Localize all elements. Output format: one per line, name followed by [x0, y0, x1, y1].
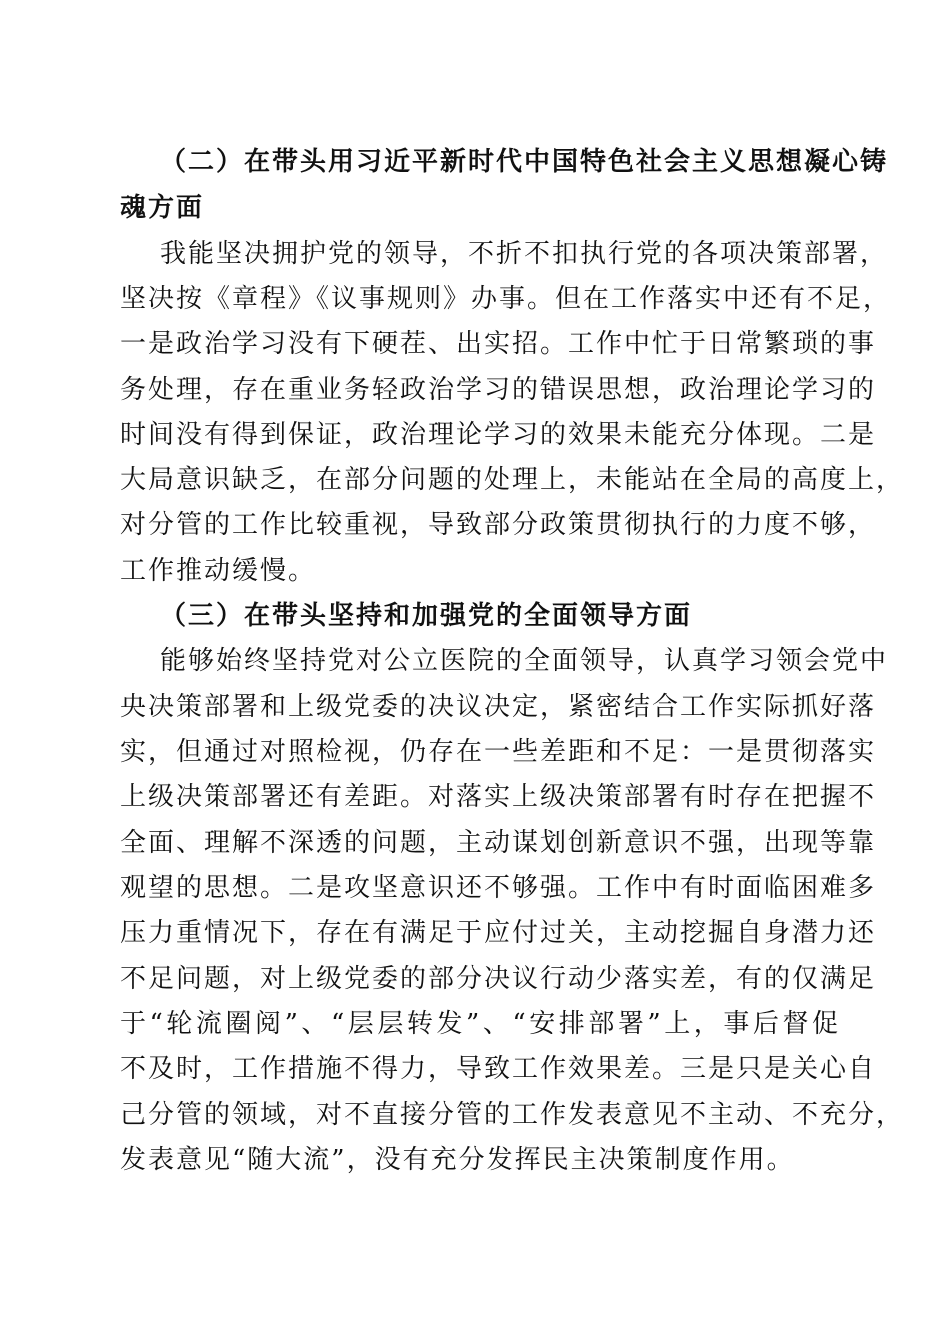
paragraph-line: 不及时，工作措施不得力，导致工作效果差。三是只是关心自: [120, 1054, 877, 1084]
paragraph-line: 工作推动缓慢。: [120, 556, 317, 586]
paragraph-line: 对分管的工作比较重视，导致部分政策贯彻执行的力度不够，: [120, 510, 877, 540]
paragraph-line: 实，但通过对照检视，仍存在一些差距和不足：一是贯彻落实: [120, 737, 877, 767]
paragraph-line: 坚决按《章程》《议事规则》办事。但在工作落实中还有不足，: [120, 284, 892, 314]
section-heading-2-line-2: 魂方面: [120, 193, 205, 223]
paragraph-line: 全面、理解不深透的问题，主动谋划创新意识不强，出现等靠: [120, 828, 877, 858]
paragraph-line: 己分管的领域，对不直接分管的工作发表意见不主动、不充分，: [120, 1100, 905, 1130]
paragraph-line: 不足问题，对上级党委的部分决议行动少落实差，有的仅满足: [120, 964, 877, 994]
paragraph-line: 务处理，存在重业务轻政治学习的错误思想，政治理论学习的: [120, 375, 877, 405]
section-heading-3: （三）在带头坚持和加强党的全面领导方面: [160, 601, 693, 631]
paragraph-line: 时间没有得到保证，政治理论学习的效果未能充分体现。二是: [120, 420, 877, 450]
paragraph-line: 能够始终坚持党对公立医院的全面领导，认真学习领会党中: [160, 646, 889, 676]
paragraph-line: 上级决策部署还有差距。对落实上级决策部署有时存在把握不: [120, 782, 877, 812]
paragraph-line: 我能坚决拥护党的领导，不折不扣执行党的各项决策部署，: [160, 239, 889, 269]
paragraph-line: 观望的思想。二是攻坚意识还不够强。工作中有时面临困难多: [120, 873, 877, 903]
paragraph-line: 压力重情况下，存在有满足于应付过关，主动挖掘自身潜力还: [120, 918, 877, 948]
paragraph-line: 一是政治学习没有下硬茬、出实招。工作中忙于日常繁琐的事: [120, 329, 877, 359]
paragraph-line: 发表意见“随大流”，没有充分发挥民主决策制度作用。: [120, 1145, 795, 1175]
section-heading-2-line-1: （二）在带头用习近平新时代中国特色社会主义思想凝心铸: [160, 147, 889, 177]
paragraph-line: 大局意识缺乏，在部分问题的处理上，未能站在全局的高度上，: [120, 465, 905, 495]
paragraph-line: 于“轮流圈阅”、“层层转发”、“安排部署”上，事后督促: [120, 1009, 840, 1039]
paragraph-line: 央决策部署和上级党委的决议决定，紧密结合工作实际抓好落: [120, 692, 877, 722]
